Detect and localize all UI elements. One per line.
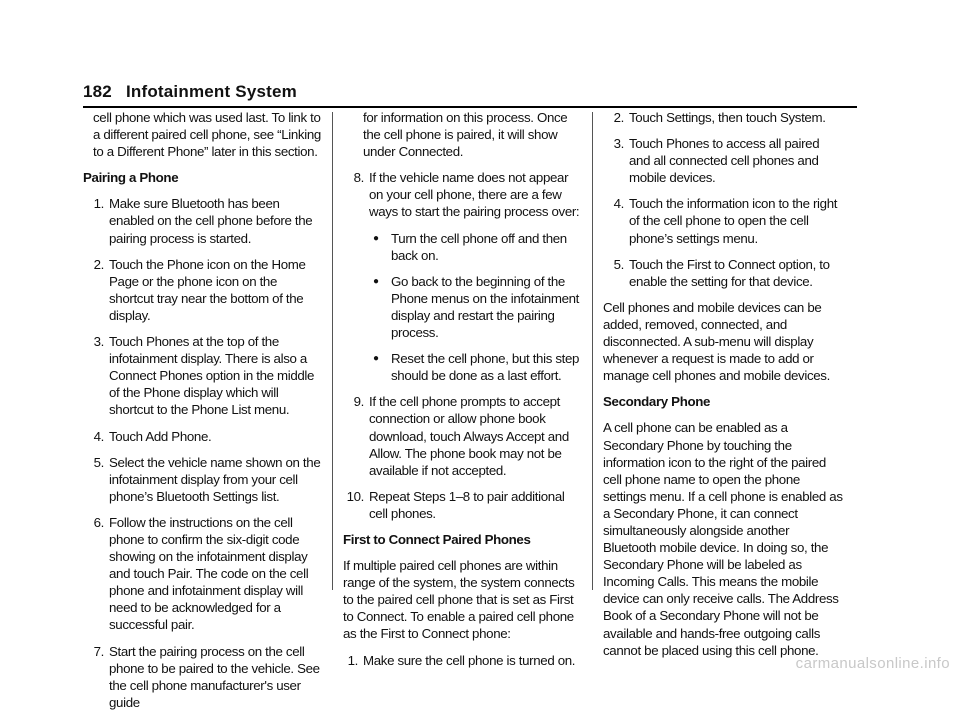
- step-text: Make sure Bluetooth has been enabled on the cell phone before the pairing process is started.: [109, 196, 313, 246]
- step-text: Touch the Phone icon on the Home Page or the phone icon on the shortcut tray near the bottom of the display.: [109, 256, 306, 323]
- step-number: 5.: [93, 454, 104, 470]
- step-number: 1.: [347, 652, 358, 668]
- continued-paragraph: for information on this process. Once the cell phone is paired, it will show under Connected.: [363, 110, 568, 160]
- column-3: [603, 109, 843, 668]
- bullet-text: Turn the cell phone off and then back on.: [391, 230, 567, 263]
- step-item: [83, 454, 323, 505]
- step-item: [83, 643, 323, 711]
- heading-pairing-a-phone: Pairing a Phone: [83, 170, 179, 186]
- column-divider-2: [592, 112, 593, 590]
- step-text: Repeat Steps 1–8 to pair additional cell phones.: [369, 488, 565, 521]
- page-number: 182: [83, 82, 112, 101]
- paragraph: A cell phone can be enabled as a Secondary Phone by touching the information icon to the right of the paired cell phone name to open the phone settings menu. If a cell phone is enabled as a Secondary Phone, it can connect simultaneously alongside another Bluetooth mobile device. In doing so, the Secondary Phone will be labeled as Incoming Calls. This means the mobile device can only receive calls. The Address Book of a Secondary Phone will not be available and hands-free outgoing calls cannot be placed using this cell phone.: [603, 420, 843, 658]
- step-number: 4.: [613, 196, 624, 212]
- bullet-icon: ●: [373, 232, 379, 244]
- step-text: Touch the information icon to the right of the cell phone to open the cell phone’s settings menu.: [629, 196, 838, 246]
- step-number: 10.: [346, 488, 364, 504]
- step-item: [83, 428, 323, 445]
- step-text: Make sure the cell phone is turned on.: [363, 652, 576, 668]
- bullet-item: [343, 350, 583, 384]
- step-item: [83, 333, 323, 418]
- step-item: [343, 652, 583, 669]
- step-number: 3.: [613, 136, 624, 152]
- step-number: 8.: [353, 170, 364, 186]
- heading-first-to-connect: First to Connect Paired Phones: [343, 531, 531, 547]
- step-item: [83, 256, 323, 324]
- step-item: [333, 488, 583, 522]
- step-text: Select the vehicle name shown on the infotainment display from your cell phone’s Bluetooth Settings list.: [109, 454, 321, 504]
- step-number: 5.: [613, 256, 624, 272]
- step-text: Touch Settings, then touch System.: [629, 110, 826, 125]
- header-rule: [83, 106, 857, 108]
- heading-secondary-phone: Secondary Phone: [603, 394, 711, 410]
- step-item: [83, 514, 323, 634]
- bullet-text: Go back to the beginning of the Phone menus on the infotainment display and restart the pairing process.: [391, 273, 579, 341]
- step-text: Touch Phones to access all paired and all connected cell phones and mobile devices.: [629, 136, 820, 186]
- bullet-item: [343, 273, 583, 341]
- step-text: Touch Phones at the top of the infotainment display. There is also a Connect Phones option in the middle of the Phone display which will shortcut to the Phone List menu.: [109, 334, 315, 418]
- step-number: 6.: [93, 514, 104, 530]
- column-1: [83, 109, 323, 720]
- bullet-icon: ●: [373, 353, 379, 365]
- step-number: 4.: [93, 428, 104, 444]
- step-item: [603, 109, 843, 126]
- step-number: 9.: [353, 394, 364, 410]
- step-text: Touch Add Phone.: [109, 428, 212, 444]
- step-text: If the vehicle name does not appear on your cell phone, there are a few ways to start the pairing process over:: [369, 170, 580, 220]
- step-item: [343, 169, 583, 220]
- step-number: 3.: [93, 334, 104, 350]
- paragraph: Cell phones and mobile devices can be added, removed, connected, and disconnected. A sub-menu will display whenever a request is made to add or manage cell phones and mobile devices.: [603, 299, 830, 384]
- paragraph: If multiple paired cell phones are within range of the system, the system connects to the paired cell phone that is set as First to Connect. To enable a paired cell phone as the First to Connect phone:: [343, 558, 575, 642]
- step-number: 7.: [93, 643, 104, 659]
- step-item: [603, 195, 843, 246]
- watermark-text: carmanualsonline.info: [795, 655, 950, 672]
- page-header: [83, 82, 297, 102]
- bullet-icon: ●: [373, 275, 379, 287]
- column-2: [343, 109, 583, 678]
- step-item: [83, 195, 323, 246]
- step-text: Touch the First to Connect option, to enable the setting for that device.: [629, 256, 830, 289]
- continued-paragraph: cell phone which was used last. To link to a different paired cell phone, see “Linking to a Different Phone” later in this section.: [93, 110, 321, 160]
- step-item: [603, 256, 843, 290]
- step-number: 2.: [93, 256, 104, 272]
- step-item: [603, 135, 843, 186]
- step-number: 2.: [613, 110, 624, 125]
- step-number: 1.: [93, 196, 104, 212]
- bullet-item: [343, 230, 583, 264]
- bullet-text: Reset the cell phone, but this step should be done as a last effort.: [391, 351, 580, 384]
- step-text: Start the pairing process on the cell phone to be paired to the vehicle. See the cell phone manufacturer's user guide: [109, 643, 320, 710]
- step-text: Follow the instructions on the cell phone to confirm the six-digit code showing on the infotainment display and touch Pair. The code on the cell phone and infotainment display will need to be acknowledged for a successful pair.: [109, 514, 309, 633]
- step-item: [343, 393, 583, 478]
- step-text: If the cell phone prompts to accept connection or allow phone book download, touch Always Accept and Allow. The phone book may not be available if not accepted.: [369, 394, 569, 478]
- section-title: Infotainment System: [125, 82, 297, 101]
